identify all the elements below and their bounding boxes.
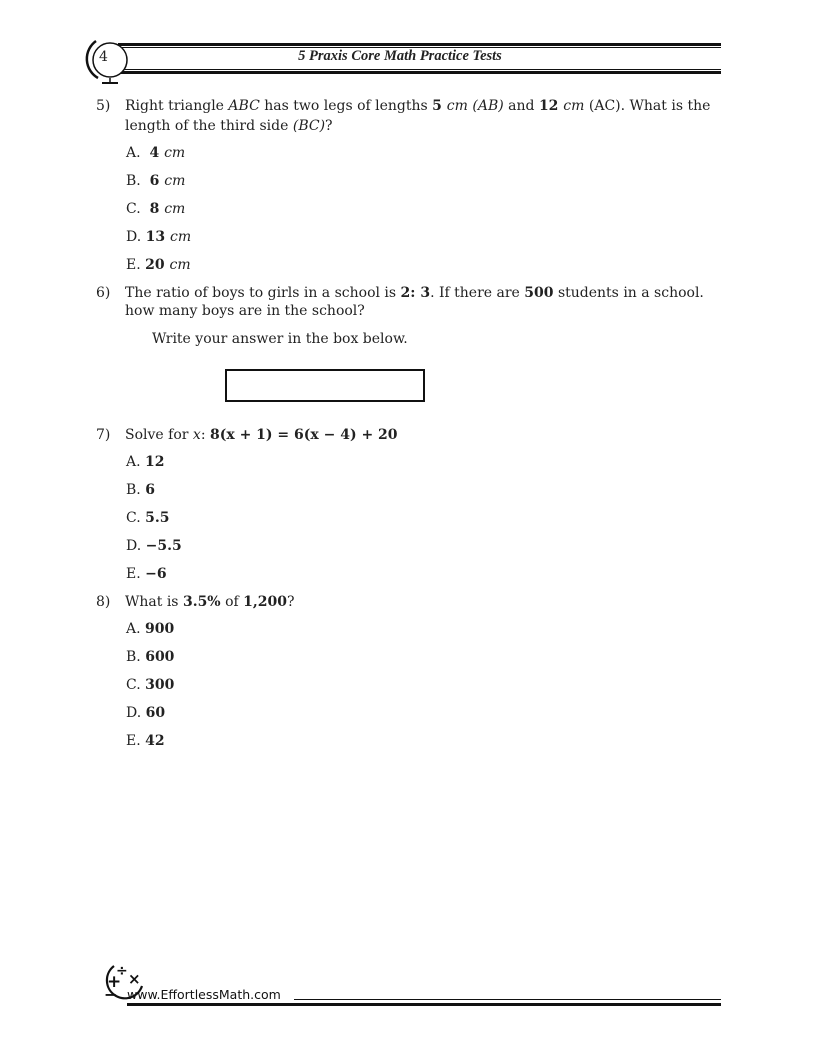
question-text-line [125, 116, 721, 136]
math-num: 500 [524, 285, 554, 301]
option-value: 6 [145, 482, 155, 498]
option-letter: E. [126, 566, 141, 582]
option-value: 60 [145, 705, 166, 721]
question-number: 8) [96, 594, 111, 610]
question-text-line [125, 283, 721, 303]
math-equation: 8(x + 1) = 6(x − 4) + 20 [209, 427, 398, 443]
text: The ratio of boys to girls in a school is [125, 285, 401, 301]
question-number: 6) [96, 285, 111, 301]
option-value: −6 [145, 566, 167, 582]
math-var: ABC [228, 98, 260, 114]
question-number: 7) [96, 427, 111, 443]
option-letter: A. [126, 621, 141, 637]
footer-rule-thick [127, 1003, 721, 1006]
answer-option[interactable] [126, 649, 174, 665]
math-num: 1,200 [243, 594, 287, 610]
text: of [220, 594, 244, 610]
option-letter: C. [126, 201, 141, 217]
svg-text:−: − [104, 985, 118, 1004]
header-rule-bottom [118, 71, 721, 74]
answer-option[interactable] [126, 229, 191, 245]
text: . If there are [430, 285, 525, 301]
option-letter: B. [126, 482, 141, 498]
text: and [503, 98, 539, 114]
option-value: 900 [145, 621, 175, 637]
option-letter: E. [126, 733, 141, 749]
option-value: 6 [149, 173, 165, 189]
option-letter: D. [126, 229, 142, 245]
svg-text:÷: ÷ [116, 963, 128, 979]
question-text [125, 283, 721, 321]
answer-option[interactable] [126, 145, 185, 161]
option-value: 8 [149, 201, 165, 217]
text: Right triangle [125, 98, 229, 114]
svg-text:+: + [107, 972, 122, 992]
option-value: 12 [145, 454, 165, 470]
question-text [125, 425, 721, 445]
page-header-title: 5 Praxis Core Math Practice Tests [298, 48, 502, 64]
option-value: 13 [145, 229, 170, 245]
answer-option[interactable] [126, 733, 165, 749]
option-value: 42 [145, 733, 165, 749]
option-letter: B. [126, 649, 141, 665]
answer-input-box[interactable] [225, 369, 425, 402]
header-rule-bottom-thin [118, 69, 721, 70]
math-label: (AB) [467, 98, 504, 114]
math-unit: cm [446, 98, 468, 114]
option-letter: A. [126, 454, 141, 470]
text: Solve for [125, 427, 193, 443]
page-number: 4 [99, 49, 108, 65]
option-unit: cm [164, 173, 186, 189]
option-letter: A. [126, 145, 141, 161]
question-text [125, 592, 721, 612]
option-unit: cm [170, 229, 192, 245]
answer-option[interactable] [126, 677, 174, 693]
text: ? [286, 594, 295, 610]
option-letter: D. [126, 705, 142, 721]
question-number: 5) [96, 98, 111, 114]
answer-instruction: Write your answer in the box below. [152, 331, 408, 347]
math-num: 2: 3 [400, 285, 431, 301]
footer-url: www.EffortlessMath.com [127, 987, 281, 1002]
question-text-line: how many boys are in the school? [125, 303, 365, 319]
option-value: 5.5 [145, 510, 170, 526]
header-rule-top [118, 43, 721, 46]
answer-option[interactable] [126, 201, 185, 217]
text: ? [325, 118, 333, 134]
option-unit: cm [169, 257, 191, 273]
answer-option[interactable] [126, 538, 182, 554]
answer-option[interactable] [126, 257, 191, 273]
answer-option[interactable] [126, 454, 165, 470]
answer-option[interactable] [126, 482, 155, 498]
option-value: 20 [145, 257, 170, 273]
option-value: 4 [149, 145, 165, 161]
svg-text:×: × [128, 970, 141, 988]
math-num: 12 [538, 98, 564, 114]
text: What is [125, 594, 183, 610]
text: length of the third side [125, 118, 293, 134]
option-letter: B. [126, 173, 141, 189]
option-letter: D. [126, 538, 142, 554]
math-var: (BC) [292, 118, 326, 134]
text: : [200, 427, 210, 443]
question-text [125, 96, 721, 136]
option-unit: cm [164, 145, 186, 161]
option-letter: C. [126, 677, 141, 693]
math-num: 5 [432, 98, 447, 114]
option-letter: E. [126, 257, 141, 273]
text: (AC). What is the [584, 98, 711, 114]
option-value: −5.5 [145, 538, 182, 554]
answer-option[interactable] [126, 621, 174, 637]
answer-option[interactable] [126, 705, 165, 721]
answer-option[interactable] [126, 566, 167, 582]
option-unit: cm [164, 201, 186, 217]
math-num: 3.5% [182, 594, 221, 610]
answer-option[interactable] [126, 510, 169, 526]
text: students in a school. [553, 285, 704, 301]
text: has two legs of lengths [259, 98, 433, 114]
math-var: x [192, 427, 201, 443]
math-unit: cm [563, 98, 585, 114]
footer-rule-thin [294, 999, 721, 1000]
option-letter: C. [126, 510, 141, 526]
answer-option[interactable] [126, 173, 185, 189]
option-value: 600 [145, 649, 175, 665]
question-text-line [125, 96, 721, 116]
option-value: 300 [145, 677, 175, 693]
